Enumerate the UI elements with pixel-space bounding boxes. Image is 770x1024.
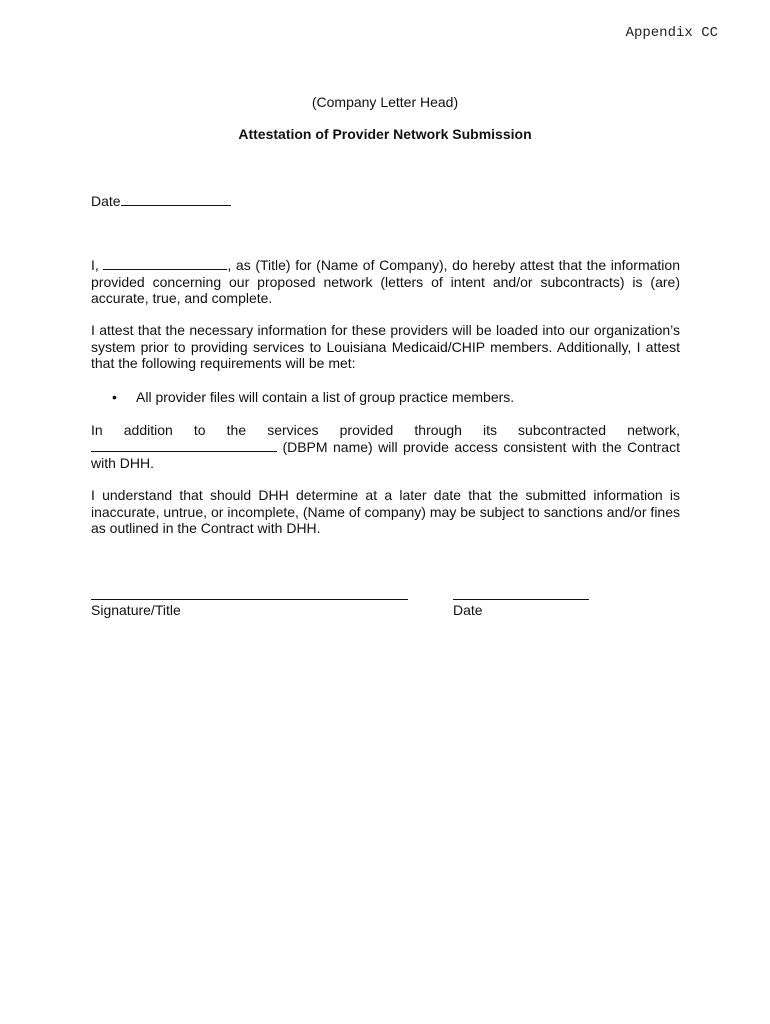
requirement-text: All provider files will contain a list of group practice members. bbox=[136, 389, 515, 405]
requirement-list-item bbox=[112, 389, 672, 406]
signature-date-label: Date bbox=[453, 602, 483, 618]
access-paragraph bbox=[91, 422, 680, 472]
date-field bbox=[91, 193, 680, 210]
date-label: Date bbox=[91, 193, 121, 209]
attestation-text: , as (Title) for (Name of Company), do hereby attest that the information provided concerning our proposed network (letters of intent and/or subcontracts) is (are) accurate, true, and complete. bbox=[91, 257, 680, 306]
document-title: Attestation of Provider Network Submission bbox=[238, 126, 532, 142]
access-text: (DBPM name) will provide access consistent with the Contract with DHH. bbox=[91, 438, 680, 471]
loading-paragraph: I attest that the necessary information for these providers will be loaded into our organization’s system prior to providing services to Louisiana Medicaid/CHIP members. Additionally, I attest that the following requirements will be met: bbox=[91, 322, 680, 371]
appendix-label: Appendix CC bbox=[625, 25, 718, 41]
sanctions-paragraph: I understand that should DHH determine at a later date that the submitted information is inaccurate, untrue, or incomplete, (Name of company) may be subject to sanctions and/or fines as outlined in the Contract with DHH. bbox=[91, 487, 680, 536]
signature-title-label: Signature/Title bbox=[91, 602, 181, 618]
signature-line bbox=[91, 599, 408, 600]
attestation-paragraph bbox=[91, 257, 680, 307]
date-blank-line bbox=[121, 193, 231, 206]
bullet-icon: • bbox=[112, 389, 117, 405]
name-blank-line bbox=[103, 257, 227, 270]
attestation-intro: I, bbox=[91, 257, 104, 273]
dbpm-blank-line bbox=[91, 439, 277, 452]
access-continuation bbox=[91, 439, 680, 472]
letterhead-placeholder: (Company Letter Head) bbox=[311, 94, 459, 110]
access-first-line: In addition to the services provided through its subcontracted network, bbox=[91, 422, 680, 438]
signature-date-line bbox=[453, 599, 589, 600]
